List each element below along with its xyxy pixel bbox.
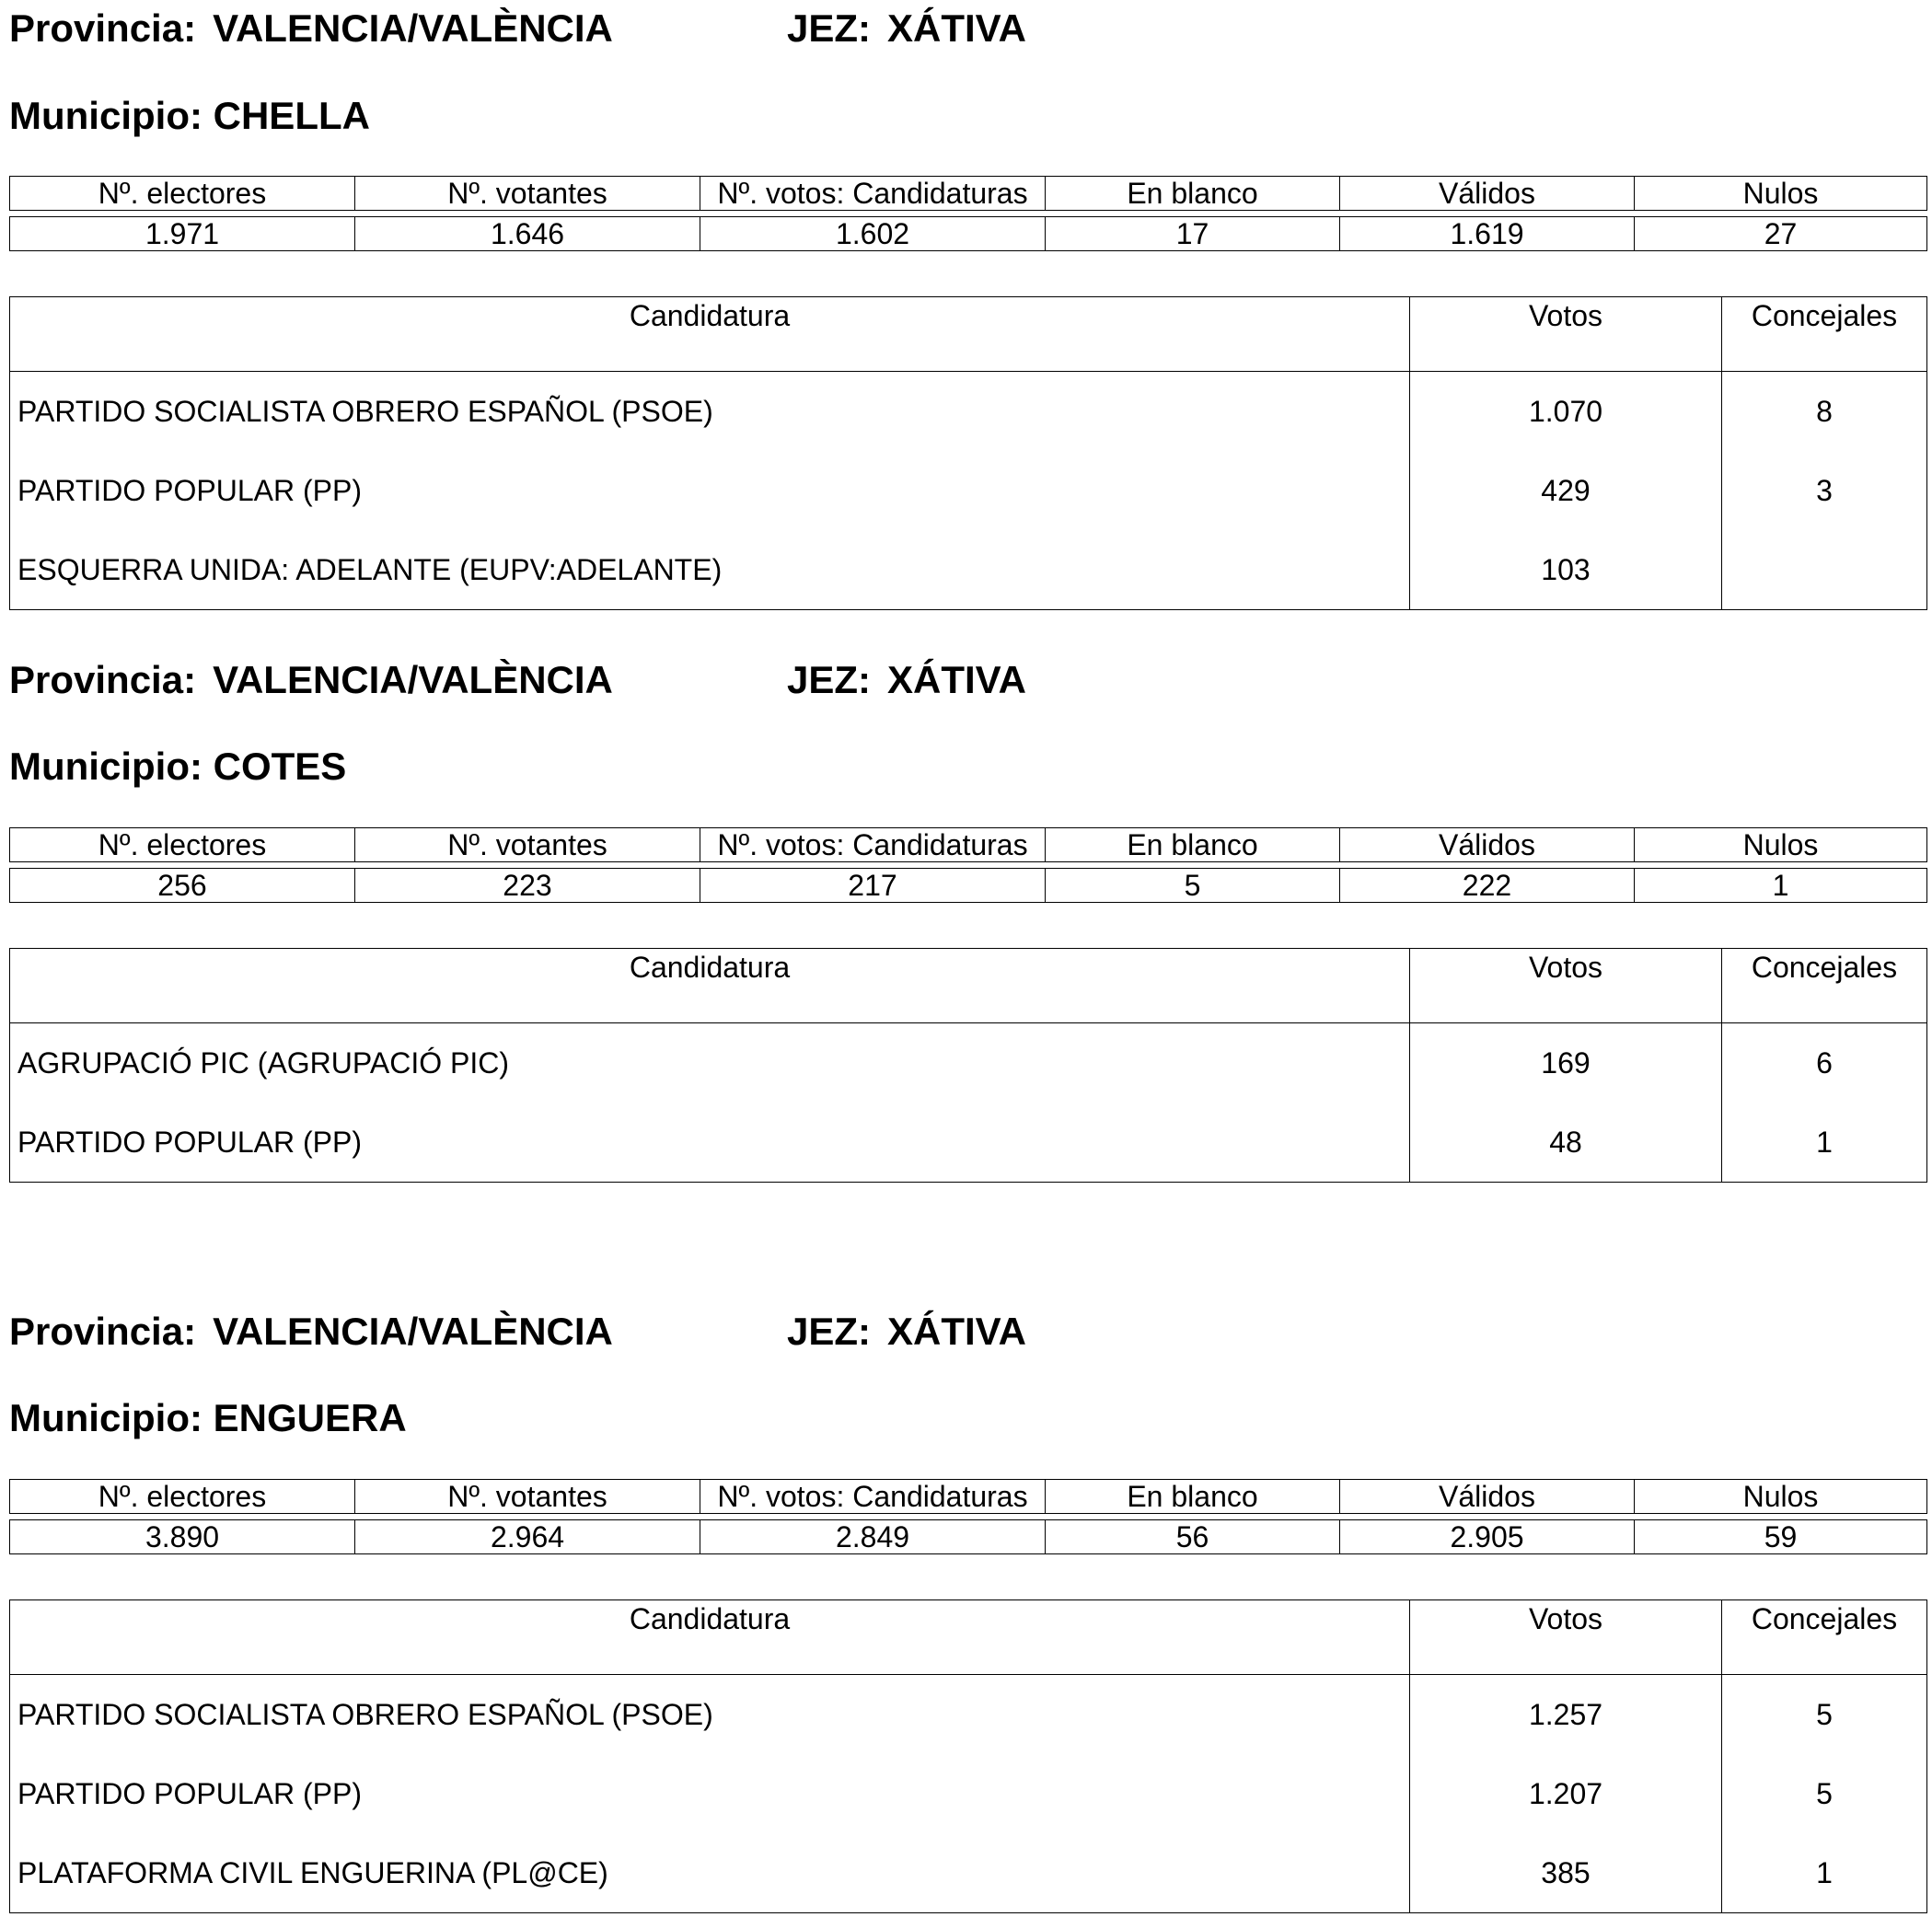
value-votantes: 223 xyxy=(355,869,700,903)
summary-value-row xyxy=(10,217,1927,251)
candidatura-row xyxy=(10,372,1927,452)
candidatura-name: PLATAFORMA CIVIL ENGUERINA (PL@CE) xyxy=(17,1856,608,1889)
jez-header xyxy=(787,6,1026,52)
jez-value: XÁTIVA xyxy=(887,658,1026,701)
candidatura-row xyxy=(10,1754,1927,1833)
value-votos-candidaturas: 2.849 xyxy=(700,1520,1046,1554)
candidatura-name: PARTIDO POPULAR (PP) xyxy=(17,474,362,507)
jez-label: JEZ: xyxy=(787,6,872,50)
header-votos: Votos xyxy=(1410,1600,1722,1675)
value-validos: 2.905 xyxy=(1340,1520,1635,1554)
candidatura-name: PARTIDO POPULAR (PP) xyxy=(17,1126,362,1159)
value-nulos: 1 xyxy=(1635,869,1927,903)
header-votos-candidaturas: Nº. votos: Candidaturas xyxy=(700,828,1046,862)
municipio-header xyxy=(9,93,370,139)
summary-table xyxy=(9,176,1927,251)
value-validos: 1.619 xyxy=(1340,217,1635,251)
header-validos: Válidos xyxy=(1340,1480,1635,1514)
candidatura-header-row xyxy=(10,1600,1927,1675)
header-concejales: Concejales xyxy=(1722,1600,1927,1675)
value-electores: 3.890 xyxy=(10,1520,355,1554)
candidatura-name: AGRUPACIÓ PIC (AGRUPACIÓ PIC) xyxy=(17,1046,509,1080)
header-en-blanco: En blanco xyxy=(1046,1480,1340,1514)
candidatura-header-row xyxy=(10,949,1927,1023)
value-votos-candidaturas: 1.602 xyxy=(700,217,1046,251)
header-validos: Válidos xyxy=(1340,828,1635,862)
candidatura-concejales: 8 xyxy=(1722,372,1927,452)
municipio-label: Municipio: xyxy=(9,94,202,137)
value-votantes: 2.964 xyxy=(355,1520,700,1554)
header-concejales: Concejales xyxy=(1722,949,1927,1023)
provincia-label: Provincia: xyxy=(9,6,197,50)
provincia-value: VALENCIA/VALÈNCIA xyxy=(213,658,613,701)
value-electores: 1.971 xyxy=(10,217,355,251)
provincia-value: VALENCIA/VALÈNCIA xyxy=(213,1310,613,1353)
header-en-blanco: En blanco xyxy=(1046,177,1340,211)
value-votantes: 1.646 xyxy=(355,217,700,251)
candidatura-row xyxy=(10,1675,1927,1755)
summary-table xyxy=(9,827,1927,903)
candidatura-concejales: 6 xyxy=(1722,1023,1927,1103)
candidatura-votos: 429 xyxy=(1410,451,1722,530)
value-en-blanco: 17 xyxy=(1046,217,1340,251)
candidatura-votos: 48 xyxy=(1410,1103,1722,1183)
provincia-label: Provincia: xyxy=(9,1310,197,1353)
candidatura-name: PARTIDO SOCIALISTA OBRERO ESPAÑOL (PSOE) xyxy=(17,1698,713,1731)
jez-header xyxy=(787,657,1026,703)
candidatura-votos: 1.070 xyxy=(1410,372,1722,452)
candidatura-concejales: 5 xyxy=(1722,1754,1927,1833)
candidatura-row xyxy=(10,1103,1927,1183)
municipio-value: ENGUERA xyxy=(213,1396,407,1439)
candidatura-concejales xyxy=(1722,530,1927,610)
header-electores: Nº. electores xyxy=(10,828,355,862)
value-votos-candidaturas: 217 xyxy=(700,869,1046,903)
header-votos-candidaturas: Nº. votos: Candidaturas xyxy=(700,1480,1046,1514)
header-nulos: Nulos xyxy=(1635,828,1927,862)
candidatura-header-row xyxy=(10,297,1927,372)
candidatura-votos: 1.207 xyxy=(1410,1754,1722,1833)
candidatura-row xyxy=(10,1023,1927,1103)
candidatura-votos: 103 xyxy=(1410,530,1722,610)
candidatura-concejales: 1 xyxy=(1722,1833,1927,1913)
candidatura-name: PARTIDO SOCIALISTA OBRERO ESPAÑOL (PSOE) xyxy=(17,395,713,428)
jez-value: XÁTIVA xyxy=(887,6,1026,50)
header-candidatura: Candidatura xyxy=(10,949,1410,1023)
candidatura-table xyxy=(9,948,1927,1183)
value-nulos: 59 xyxy=(1635,1520,1927,1554)
provincia-header xyxy=(9,657,1298,703)
header-votantes: Nº. votantes xyxy=(355,828,700,862)
value-en-blanco: 56 xyxy=(1046,1520,1340,1554)
header-candidatura: Candidatura xyxy=(10,297,1410,372)
candidatura-table xyxy=(9,296,1927,610)
provincia-header xyxy=(9,6,1298,52)
municipio-header xyxy=(9,1395,407,1441)
summary-value-row xyxy=(10,869,1927,903)
municipio-value: CHELLA xyxy=(213,94,370,137)
municipio-header xyxy=(9,744,346,790)
candidatura-votos: 169 xyxy=(1410,1023,1722,1103)
value-nulos: 27 xyxy=(1635,217,1927,251)
value-electores: 256 xyxy=(10,869,355,903)
jez-value: XÁTIVA xyxy=(887,1310,1026,1353)
header-candidatura: Candidatura xyxy=(10,1600,1410,1675)
provincia-value: VALENCIA/VALÈNCIA xyxy=(213,6,613,50)
header-electores: Nº. electores xyxy=(10,177,355,211)
municipio-label: Municipio: xyxy=(9,745,202,788)
header-votantes: Nº. votantes xyxy=(355,1480,700,1514)
jez-header xyxy=(787,1309,1026,1355)
header-nulos: Nulos xyxy=(1635,177,1927,211)
provincia-header xyxy=(9,1309,1298,1355)
candidatura-concejales: 5 xyxy=(1722,1675,1927,1755)
header-concejales: Concejales xyxy=(1722,297,1927,372)
value-en-blanco: 5 xyxy=(1046,869,1340,903)
header-votantes: Nº. votantes xyxy=(355,177,700,211)
candidatura-votos: 385 xyxy=(1410,1833,1722,1913)
summary-header-row xyxy=(10,1480,1927,1514)
header-votos: Votos xyxy=(1410,297,1722,372)
candidatura-row xyxy=(10,1833,1927,1913)
candidatura-row xyxy=(10,530,1927,610)
summary-value-row xyxy=(10,1520,1927,1554)
candidatura-votos: 1.257 xyxy=(1410,1675,1722,1755)
header-votos-candidaturas: Nº. votos: Candidaturas xyxy=(700,177,1046,211)
summary-header-row xyxy=(10,177,1927,211)
header-en-blanco: En blanco xyxy=(1046,828,1340,862)
municipio-value: COTES xyxy=(213,745,347,788)
candidatura-table xyxy=(9,1599,1927,1913)
jez-label: JEZ: xyxy=(787,1310,872,1353)
header-validos: Válidos xyxy=(1340,177,1635,211)
summary-header-row xyxy=(10,828,1927,862)
municipio-label: Municipio: xyxy=(9,1396,202,1439)
candidatura-row xyxy=(10,451,1927,530)
candidatura-name: ESQUERRA UNIDA: ADELANTE (EUPV:ADELANTE) xyxy=(17,553,723,586)
header-votos: Votos xyxy=(1410,949,1722,1023)
candidatura-concejales: 1 xyxy=(1722,1103,1927,1183)
header-electores: Nº. electores xyxy=(10,1480,355,1514)
provincia-label: Provincia: xyxy=(9,658,197,701)
candidatura-concejales: 3 xyxy=(1722,451,1927,530)
header-nulos: Nulos xyxy=(1635,1480,1927,1514)
jez-label: JEZ: xyxy=(787,658,872,701)
summary-table xyxy=(9,1479,1927,1554)
value-validos: 222 xyxy=(1340,869,1635,903)
candidatura-name: PARTIDO POPULAR (PP) xyxy=(17,1777,362,1810)
